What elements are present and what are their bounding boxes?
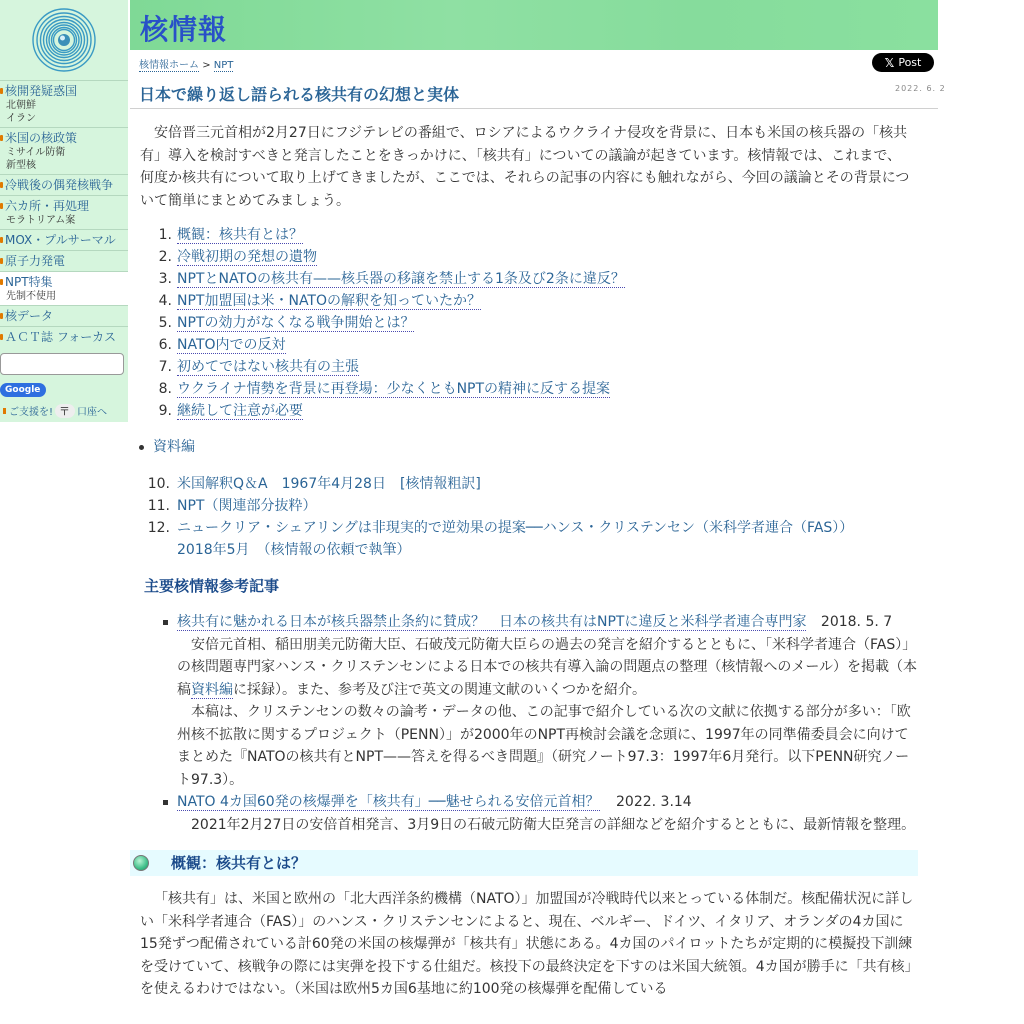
x-post-label: Post xyxy=(898,56,922,69)
toc-number: 6. xyxy=(158,337,172,353)
toc-number: 1. xyxy=(158,227,172,243)
breadcrumb-npt-link[interactable]: NPT xyxy=(213,60,234,71)
breadcrumb xyxy=(139,56,233,71)
sidebar-item-us-policy[interactable]: 米国の核政策 xyxy=(0,130,128,146)
sidebar-group-accidental-war xyxy=(0,174,128,195)
materials-item xyxy=(130,517,920,561)
materials-bullet-item xyxy=(130,436,920,459)
toc-link-continued-attention[interactable]: 継続して注意が必要 xyxy=(177,403,303,419)
site-logo[interactable] xyxy=(0,0,128,80)
intro-paragraph: 安倍晋三元首相が2月27日にフジテレビの番組で、ロシアによるウクライナ侵攻を背景に、日本も米国の核兵器の「核共有」導入を検討すべきと発言したことをきっかけに、「核共有」についての議論が起きています。核情報では、これまで、何度か核共有について取り上げてきましたが、ここでは、それらの記事の内容にも触れながら、今回の議論とその背景について簡単にまとめてみましょう。 xyxy=(140,125,910,209)
toc-link-cold-war-relic[interactable]: 冷戦初期の発想の遺物 xyxy=(177,249,317,265)
materials-number: 10. xyxy=(147,475,170,492)
materials-link-kristensen[interactable]: ニュークリア・シェアリングは非現実的で逆効果の提案──ハンス・クリステンセン（米科学者連合（FAS）） xyxy=(177,519,854,536)
toc-item xyxy=(130,246,920,268)
concentric-rings-logo-icon xyxy=(31,7,97,73)
reference-description xyxy=(177,634,920,702)
toc-item xyxy=(130,400,920,422)
reference-description: 2021年2月27日の安倍首相発言、3月9日の石破元防衛大臣発言の詳細などを紹介するとともに、最新情報を整理。 xyxy=(191,816,916,833)
header-banner xyxy=(130,0,938,50)
sidebar-subitem-north-korea[interactable]: 北朝鮮 xyxy=(6,100,36,111)
support-suffix: 口座へ xyxy=(77,407,108,418)
materials-number: 11. xyxy=(147,497,170,514)
sidebar-group-rokkasho xyxy=(0,195,128,229)
toc-link-npt-members[interactable]: NPT加盟国は米・NATOの解釈を知っていたか？ xyxy=(177,293,481,309)
reference-date: 2022. 3.14 xyxy=(616,794,692,810)
x-post-button[interactable] xyxy=(872,53,934,72)
materials-link-npt-excerpt[interactable]: NPT（関連部分抜粋） xyxy=(177,497,317,514)
toc-number: 5. xyxy=(158,315,172,331)
sidebar-item-act-focus[interactable]: ＡＣＴ誌 フォーカス xyxy=(0,329,128,345)
materials-number: 12. xyxy=(147,519,170,536)
sidebar-subitem-no-first-use[interactable]: 先制不使用 xyxy=(6,291,56,302)
reference-item xyxy=(130,611,920,791)
toc-link-war-start[interactable]: NPTの効力がなくなる戦争開始とは？ xyxy=(177,315,415,331)
table-of-contents xyxy=(130,224,920,422)
reference-desc-text: 安倍元首相、稲田朋美元防衛大臣、石破茂元防衛大臣らの過去の発言を紹介するとともに、「米科学者連合（FAS）」の核問題専門家ハンス・クリステンセンによる日本での核共有導入論の問題点の整理（核情報へのメール）を掲載（本稿 xyxy=(177,636,918,698)
publish-date: 2022. 6. 2 xyxy=(895,84,946,93)
x-logo-icon: 𝕏 xyxy=(884,55,895,70)
sidebar-subitem-iran[interactable]: イラン xyxy=(6,113,36,124)
sidebar-subitem-new-nukes[interactable]: 新型核 xyxy=(6,160,36,171)
google-search-button[interactable]: Google xyxy=(0,383,46,397)
title-divider xyxy=(130,108,938,109)
materials-link-qa[interactable]: 米国解釈Q＆A 1967年4月28日 [核情報粗訳] xyxy=(177,475,481,492)
toc-item xyxy=(130,224,920,246)
breadcrumb-separator: > xyxy=(202,60,211,71)
toc-link-npt-nato[interactable]: NPTとNATOの核共有——核兵器の移譲を禁止する1条及び2条に違反？ xyxy=(177,271,625,287)
toc-item xyxy=(130,356,920,378)
materials-item xyxy=(130,473,920,495)
sidebar-group-mox xyxy=(0,229,128,250)
sidebar-group-nuclear-data xyxy=(0,305,128,326)
toc-item xyxy=(130,268,920,290)
sidebar xyxy=(0,0,128,1024)
bullet-icon xyxy=(139,445,144,450)
sidebar-panel xyxy=(0,0,128,422)
sidebar-subitem-missile-defense[interactable]: ミサイル防衛 xyxy=(6,147,66,158)
reference-articles-heading: 主要核情報参考記事 xyxy=(144,576,280,595)
toc-number: 7. xyxy=(158,359,172,375)
support-prefix: ご支援を! xyxy=(9,407,54,418)
reference-link-2022[interactable]: NATO 4カ国60発の核爆弾を「核共有」──魅せられる安倍元首相？ xyxy=(177,794,600,810)
sidebar-item-mox[interactable]: MOX・プルサーマル xyxy=(0,232,128,248)
green-ball-icon xyxy=(133,855,149,871)
toc-number: 4. xyxy=(158,293,172,309)
section-heading-bar xyxy=(130,850,918,876)
site-title[interactable]: 核情報 xyxy=(140,13,228,46)
reference-link-2018[interactable]: 核共有に魅かれる日本が核兵器禁止条約に賛成？ 日本の核共有はNPTに違反と米科学者連合専門家 xyxy=(177,614,807,630)
sidebar-item-nuclear-data[interactable]: 核データ xyxy=(0,308,128,324)
reference-desc-text: に採録）。また、参考及び注で英文の関連文献のいくつかを紹介。 xyxy=(233,681,646,698)
toc-item xyxy=(130,334,920,356)
section-paragraph: 「核共有」は、米国と欧州の「北大西洋条約機構（NATO）」加盟国が冷戦時代以来とっている体制だ。核配備状況に詳しい「米科学者連合（FAS）」のハンス・クリステンセンによると、現在、ベルギー、ドイツ、イタリア、オランダの4カ国に15発ずつ配備されている計60発の米国の核爆弾が「核共有」状態にある。4カ国のパイロットたちが定期的に模擬投下訓練を受けていて、核戦争の際には実弾を投下する仕組だ。核投下の最終決定を下すのは米国大統領。4カ国が勝手に「共有核」を使えるわけではない。（米国は欧州5カ国6基地に約100発の核爆弾を配備している xyxy=(140,891,919,997)
sidebar-group-us-policy xyxy=(0,127,128,174)
toc-link-nato-opposition[interactable]: NATO内での反対 xyxy=(177,337,286,353)
inline-materials-link[interactable]: 資料編 xyxy=(191,681,233,698)
reference-date: 2018. 5. 7 xyxy=(820,614,893,630)
toc-link-not-first-time[interactable]: 初めてではない核共有の主張 xyxy=(177,359,359,375)
sidebar-subitem-moratorium[interactable]: モラトリアム案 xyxy=(6,215,76,226)
sidebar-item-npt[interactable]: NPT特集 xyxy=(0,274,128,290)
toc-link-overview[interactable]: 概観：核共有とは？ xyxy=(177,227,303,243)
sidebar-item-accidental-war[interactable]: 冷戦後の偶発核戦争 xyxy=(0,177,128,193)
sidebar-group-suspect-states xyxy=(0,80,128,127)
toc-number: 8. xyxy=(158,381,172,397)
toc-number: 9. xyxy=(158,403,172,419)
materials-item xyxy=(130,495,920,517)
toc-item xyxy=(130,312,920,334)
sidebar-group-npt xyxy=(0,271,128,305)
materials-list xyxy=(130,473,920,561)
breadcrumb-home-link[interactable]: 核情報ホーム xyxy=(139,60,199,71)
sidebar-item-nuclear-power[interactable]: 原子力発電 xyxy=(0,253,128,269)
page-title: 日本で繰り返し語られる核共有の幻想と実体 xyxy=(139,85,460,104)
toc-number: 3. xyxy=(158,271,172,287)
sidebar-item-rokkasho[interactable]: 六カ所・再処理 xyxy=(0,198,128,214)
section-heading: 概観：核共有とは？ xyxy=(171,853,307,872)
materials-link[interactable]: 資料編 xyxy=(153,439,195,455)
toc-item xyxy=(130,290,920,312)
sidebar-group-act-focus xyxy=(0,326,128,347)
search-input[interactable] xyxy=(0,353,124,375)
postal-mark-icon xyxy=(55,404,75,418)
materials-link-kristensen-date[interactable]: 2018年5月 （核情報の依頼で執筆） xyxy=(177,541,411,558)
toc-link-ukraine[interactable]: ウクライナ情勢を背景に再登場：少なくともNPTの精神に反する提案 xyxy=(177,381,611,397)
reference-articles-list xyxy=(130,611,920,836)
sidebar-item-suspect-states[interactable]: 核開発疑惑国 xyxy=(0,83,128,99)
support-link[interactable] xyxy=(0,403,128,418)
reference-item xyxy=(130,791,920,836)
toc-number: 2. xyxy=(158,249,172,265)
article-body xyxy=(130,122,920,1001)
toc-item xyxy=(130,378,920,400)
reference-description: 本稿は、クリステンセンの数々の論考・データの他、この記事で紹介している次の文献に依拠する部分が多い：「欧州核不拡散に関するプロジェクト（PENN）」が2000年のNPT再検討会議を念頭に、1997年の同準備委員会に向けてまとめた『NATOの核共有とNPT——答えを得るべき問題』（研究ノート97.3：1997年6月発行。以下PENN研究ノート97.3）。 xyxy=(177,704,911,788)
sidebar-group-nuclear-power xyxy=(0,250,128,271)
